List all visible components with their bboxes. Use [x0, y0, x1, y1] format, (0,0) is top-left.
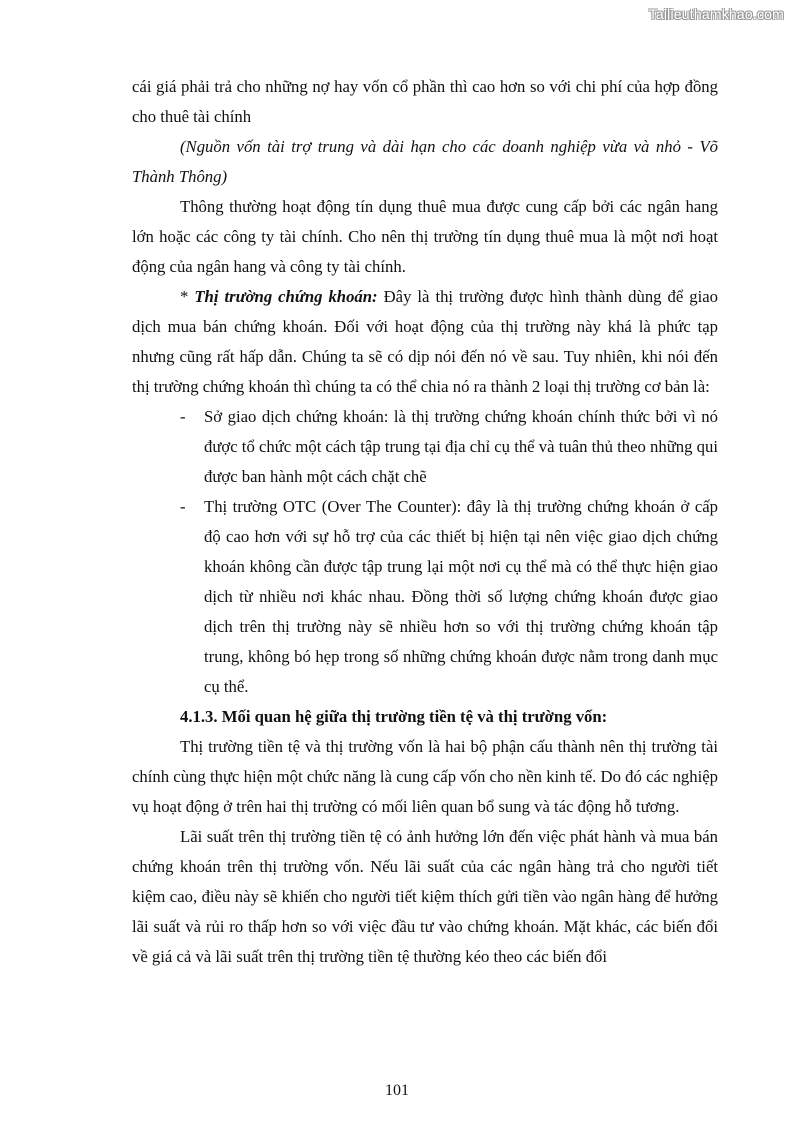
paragraph-stock-market — [132, 282, 718, 402]
list-item — [132, 402, 718, 492]
watermark-text: Tailieuthamkhao.com — [648, 6, 784, 22]
list-item-text: Sở giao dịch chứng khoán: là thị trường chứng khoán chính thức bởi vì nó được tổ chức một cách tập trung tại địa chỉ cụ thể và tuân thủ theo những qui được ban hành một cách chặt chẽ — [204, 407, 718, 486]
page-number: 101 — [385, 1082, 409, 1099]
dash-marker: - — [180, 407, 186, 426]
citation-text: (Nguồn vốn tài trợ trung và dài hạn cho các doanh nghiệp vừa và nhỏ - Võ Thành Thông) — [132, 137, 718, 186]
paragraph-leasing-credit: Thông thường hoạt động tín dụng thuê mua được cung cấp bởi các ngân hang lớn hoặc các công ty tài chính. Cho nên thị trường tín dụng thuê mua là một nơi hoạt động của ngân hang và công ty tài chính. — [132, 197, 718, 276]
market-type-list — [132, 402, 718, 702]
stock-market-description: Đây là thị trường được hình thành dùng để giao dịch mua bán chứng khoán. Đối với hoạt động của thị trường này khá là phức tạp nhưng cũng rất hấp dẫn. Chúng ta sẽ có dịp nói đến nó về sau. Tuy nhiên, khi nói đến thị trường chứng khoán thì chúng ta có thể chia nó ra thành 2 loại thị trường cơ bản là: — [132, 287, 718, 396]
source-citation — [132, 132, 718, 192]
document-body — [132, 72, 718, 972]
list-item-text: Thị trường OTC (Over The Counter): đây là thị trường chứng khoán ở cấp độ cao hơn với sự hỗ trợ của các thiết bị hiện tại nên việc giao dịch chứng khoán không cần được tập trung lại một nơi cụ thể mà có thể thực hiện giao dịch từ nhiều nơi khác nhau. Đồng thời số lượng chứng khoán được giao dịch trên thị trường này sẽ nhiều hơn so với thị trường chứng khoán tập trung, không bó hẹp trong số những chứng khoán được nằm trong danh mục cụ thể. — [204, 497, 718, 696]
section-heading: 4.1.3. Mối quan hệ giữa thị trường tiền tệ và thị trường vốn: — [180, 707, 608, 726]
paragraph-relationship: Thị trường tiền tệ và thị trường vốn là hai bộ phận cấu thành nên thị trường tài chính cùng thực hiện một chức năng là cung cấp vốn cho nền kinh tế. Do đó các nghiệp vụ hoạt động ở trên hai thị trường có mối liên quan bổ sung và tác động hỗ tương. — [132, 737, 718, 816]
asterisk-marker: * — [180, 287, 195, 306]
paragraph-interest-rate: Lãi suất trên thị trường tiền tệ có ảnh hưởng lớn đến việc phát hành và mua bán chứng khoán trên thị trường vốn. Nếu lãi suất của các ngân hàng trả cho người tiết kiệm cao, điều này sẽ khiến cho người tiết kiệm thích gửi tiền vào ngân hàng để hưởng lãi suất và rủi ro thấp hơn so với việc đầu tư vào chứng khoán. Mặt khác, các biến đổi về giá cả và lãi suất trên thị trường tiền tệ thường kéo theo các biến đổi — [132, 827, 718, 966]
paragraph-continuation: cái giá phải trả cho những nợ hay vốn cổ phần thì cao hơn so với chi phí của hợp đồng cho thuê tài chính — [132, 77, 718, 126]
stock-market-term: Thị trường chứng khoán: — [194, 287, 378, 306]
dash-marker: - — [180, 497, 186, 516]
list-item — [132, 492, 718, 702]
